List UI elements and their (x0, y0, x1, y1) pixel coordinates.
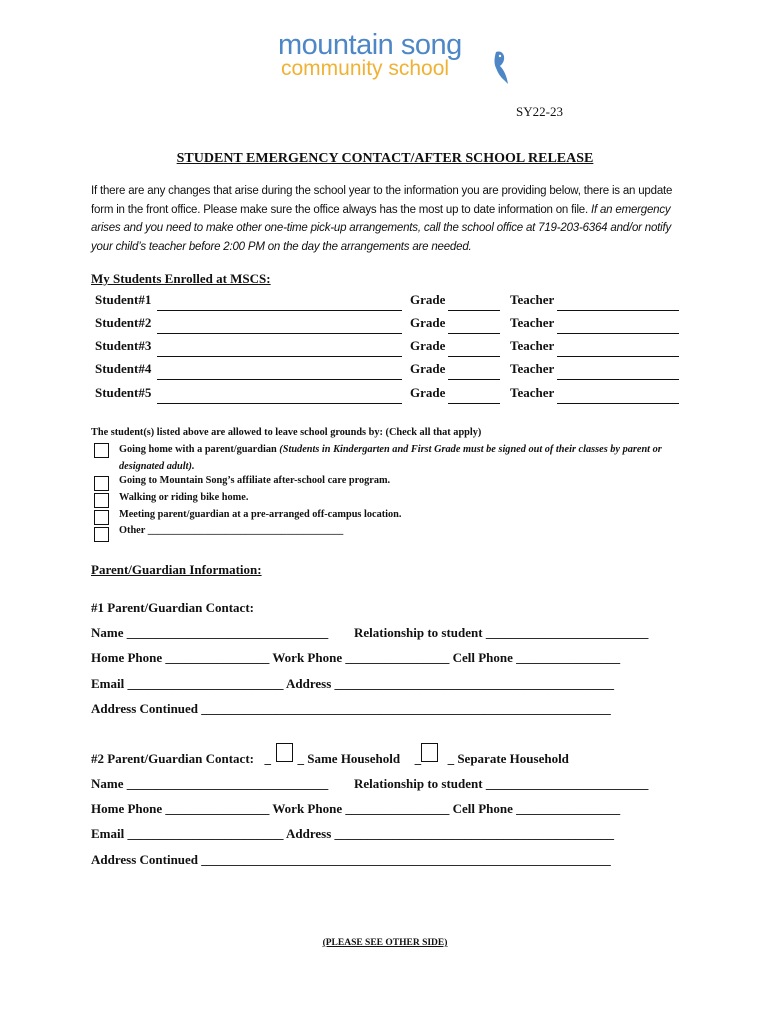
release-intro: The student(s) listed above are allowed to leave school grounds by: (Check all that apply) (91, 427, 482, 438)
school-year: SY22-23 (516, 104, 563, 119)
grade-field[interactable] (448, 403, 500, 404)
checkbox-meeting[interactable] (94, 510, 109, 525)
checkbox-after-school[interactable] (94, 476, 109, 491)
pre-underscore: _ (414, 751, 422, 766)
see-other-side-note: (PLEASE SEE OTHER SIDE) (322, 938, 448, 948)
contact2-heading-row (91, 751, 569, 767)
grade-label: Grade (410, 292, 446, 307)
teacher-field[interactable] (557, 403, 679, 404)
contact1-email-address[interactable]: Email ________________________ Address ___________________________________________ (91, 676, 615, 691)
student-row (95, 292, 685, 312)
grade-field[interactable] (448, 310, 500, 311)
contact1-relationship[interactable]: Relationship to student _________________________ (354, 625, 649, 640)
bird-icon (490, 50, 510, 90)
option-meeting: Meeting parent/guardian at a pre-arranged off-campus location. (119, 509, 402, 520)
contact2-relationship[interactable]: Relationship to student _________________________ (354, 776, 649, 791)
option-walking: Walking or riding bike home. (119, 492, 249, 503)
checkbox-walking[interactable] (94, 493, 109, 508)
student-row (95, 361, 685, 381)
teacher-label: Teacher (510, 385, 555, 400)
contact1-name-row (91, 625, 328, 641)
page-title: STUDENT EMERGENCY CONTACT/AFTER SCHOOL RELEASE (176, 151, 594, 166)
student-label: Student#1 (95, 292, 152, 307)
contact1-heading: #1 Parent/Guardian Contact: (91, 600, 254, 615)
teacher-field[interactable] (557, 379, 679, 380)
teacher-field[interactable] (557, 333, 679, 334)
intro-paragraph (91, 182, 681, 256)
pre-underscore: _ (264, 751, 271, 766)
grade-field[interactable] (448, 333, 500, 334)
guardian-heading: Parent/Guardian Information: (91, 562, 262, 577)
logo-line1: mountain song (278, 29, 462, 61)
student-row (95, 385, 685, 405)
student-label: Student#3 (95, 338, 152, 353)
separate-household-label: _ Separate Household (447, 751, 569, 766)
students-heading: My Students Enrolled at MSCS: (91, 271, 271, 286)
student-row (95, 338, 685, 358)
teacher-field[interactable] (557, 356, 679, 357)
checkbox-separate-household[interactable] (421, 743, 438, 762)
teacher-label: Teacher (510, 338, 555, 353)
option-other: Other ______________________________________ (119, 525, 344, 536)
option-after-school: Going to Mountain Song’s affiliate after-school care program. (119, 475, 391, 486)
student-name-field[interactable] (157, 333, 402, 334)
grade-field[interactable] (448, 379, 500, 380)
grade-label: Grade (410, 361, 446, 376)
teacher-label: Teacher (510, 315, 555, 330)
school-logo (278, 30, 518, 90)
grade-field[interactable] (448, 356, 500, 357)
contact2-phones[interactable]: Home Phone ________________ Work Phone ________________ Cell Phone ________________ (91, 801, 621, 816)
student-name-field[interactable] (157, 403, 402, 404)
intro-plain: If there are any changes that arise during the school year to the information you are providing below, there is an update form in the front office. Please make sure the office always has the most up to date information on file. (91, 185, 673, 216)
teacher-label: Teacher (510, 292, 555, 307)
teacher-label: Teacher (510, 361, 555, 376)
checkbox-other[interactable] (94, 527, 109, 542)
student-name-field[interactable] (157, 379, 402, 380)
option-note: (Students in Kindergarten and First Grade must be signed out of their classes by parent or designated adult). (119, 444, 662, 472)
intro-italic: If an emergency arises and you need to make other one-time pick-up arrangements, call the school office at 719-203-6364 and/or notify your child’s teacher before 2:00 PM on the day the arrangements are needed. (91, 203, 672, 253)
student-label: Student#4 (95, 361, 152, 376)
student-label: Student#5 (95, 385, 152, 400)
checkbox-same-household[interactable] (276, 743, 293, 762)
student-label: Student#2 (95, 315, 152, 330)
contact2-email-address[interactable]: Email ________________________ Address ___________________________________________ (91, 826, 615, 841)
student-row (95, 315, 685, 335)
contact2-address-continued[interactable]: Address Continued _______________________________________________________________ (91, 852, 611, 867)
contact1-address-continued[interactable]: Address Continued _______________________________________________________________ (91, 701, 611, 716)
contact1-name[interactable]: Name _______________________________ (91, 625, 329, 640)
teacher-field[interactable] (557, 310, 679, 311)
contact2-heading: #2 Parent/Guardian Contact: (91, 751, 254, 766)
grade-label: Grade (410, 315, 446, 330)
option-parent-guardian (119, 442, 689, 475)
grade-label: Grade (410, 338, 446, 353)
checkbox-parent-guardian[interactable] (94, 443, 109, 458)
contact1-phones[interactable]: Home Phone ________________ Work Phone ________________ Cell Phone ________________ (91, 650, 621, 665)
contact2-name[interactable]: Name _______________________________ (91, 776, 329, 791)
same-household-label: _ Same Household (297, 751, 401, 766)
option-label: Going home with a parent/guardian (119, 444, 277, 455)
grade-label: Grade (410, 385, 446, 400)
student-name-field[interactable] (157, 356, 402, 357)
logo-line2: community school (281, 57, 450, 80)
student-name-field[interactable] (157, 310, 402, 311)
